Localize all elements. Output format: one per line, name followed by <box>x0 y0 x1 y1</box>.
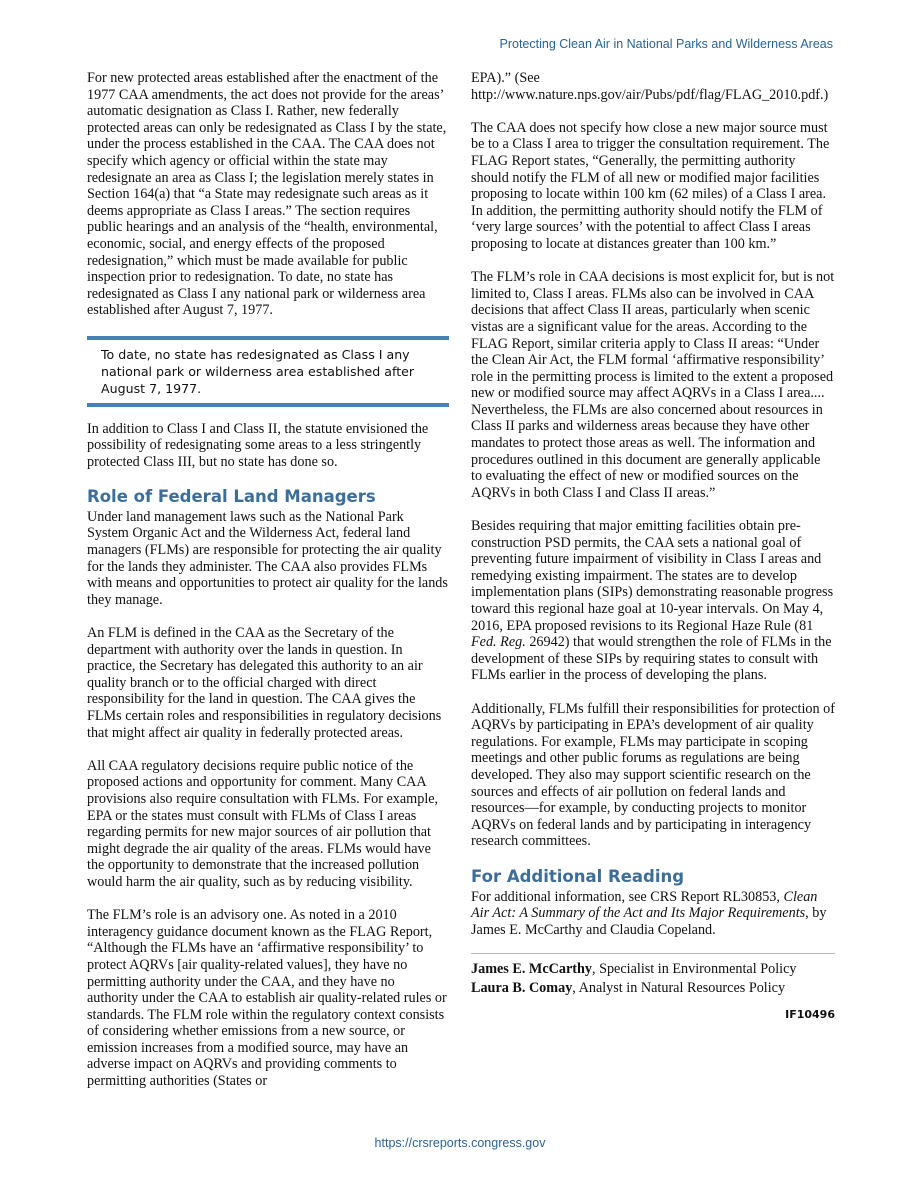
author-name: James E. McCarthy <box>471 961 592 978</box>
document-id: IF10496 <box>785 1008 835 1022</box>
author-name: Laura B. Comay <box>471 979 573 996</box>
author-line <box>471 960 835 979</box>
author-title: , Specialist in Environmental Policy <box>591 961 797 978</box>
paragraph: The CAA does not specify how close a new major source must be to a Class I area to trigger the consultation requirement. The FLAG Report states, “Generally, the permitting authority should notify the FLM of all new or modified major facilities proposing to locate within 100 km (62 miles) of a Class I area. In addition, the permitting authority should notify the FLM of ‘very large sources’ with the potential to affect Class I areas proposing to locate at distances greater than 100 km.” <box>471 119 830 252</box>
author-title: , Analyst in Natural Resources Policy <box>572 979 786 996</box>
paragraph: Additionally, FLMs fulfill their responsibilities for protection of AQRVs by participating in EPA’s development of air quality regulations. For example, FLMs may participate in scoping meetings and other public forums as regulations are being developed. They also may support scientific research on the sources and effects of air pollution on federal lands and resources—for example, by conducting projects to monitor AQRVs on federal lands and by participating in interagency research committees. <box>471 700 835 850</box>
paragraph: In addition to Class I and Class II, the statute envisioned the possibility of redesignating some areas to a less stringently protected Class III, but no state has done so. <box>87 420 429 470</box>
report-title: Clean Air Act: A Summary of the Act and Its Major Requirements <box>471 888 818 922</box>
paragraph: For new protected areas established after the enactment of the 1977 CAA amendments, the act does not provide for the areas’ automatic designation as Class I. Rather, new federally protected areas can only be redesignated as Class I by the state, under the process established in the CAA. The CAA does not specify which agency or official within the state may redesignate an area as Class I; the legislation merely states in Section 164(a) that “a State may redesignate such areas as it deems appropriate as Class I areas.” The section requires public hearings and an analysis of the “health, environmental, economic, social, and energy effects of the proposed redesignation,” which must be made available for public inspection prior to redesignation. To date, no state has redesignated as Class I any national park or wilderness area established after August 7, 1977. <box>87 70 447 319</box>
paragraph-text: Besides requiring that major emitting facilities obtain pre-construction PSD permits, the CAA sets a national goal of preventing future impairment of visibility in Class I areas and remedying existing impairment. The states are to develop implementation plans (SIPs) demonstrating reasonable progress toward this regional haze goal at 10-year intervals. On May 4, 2016, EPA proposed revisions to its Regional Haze Rule (81 <box>471 518 834 634</box>
paragraph: All CAA regulatory decisions require public notice of the proposed actions and opportunity for comment. Many CAA provisions also require consultation with FLMs. For example, EPA or the states must consult with FLMs of Class I areas regarding permits for new major sources of air pollution that might degrade the air quality of the areas. FLMs would have the opportunity to demonstrate that the increased pollution would harm the air quality, such as by reducing visibility. <box>87 757 439 890</box>
section-heading: For Additional Reading <box>471 866 685 886</box>
paragraph-text: , by James E. McCarthy and Claudia Copeland. <box>471 905 827 938</box>
paragraph: An FLM is defined in the CAA as the Secretary of the department with authority over the lands in question. In practice, the Secretary has delegated this authority to an air quality branch or to the official charged with direct responsibility for the land in question. The CAA gives the FLMs certain roles and responsibilities in regulatory decisions that might affect air quality in federally protected areas. <box>87 625 442 741</box>
section-heading: Role of Federal Land Managers <box>87 486 376 506</box>
paragraph: The FLM’s role is an advisory one. As noted in a 2010 interagency guidance document known as the FLAG Report, “Although the FLMs have an ‘affirmative responsibility’ to protect AQRVs [air quality-related values], they have no permitting authority under the CAA, and they have no authority under the CAA to establish air quality-related rules or standards. The FLM role within the regulatory context consists of considering whether emissions from a new source, or emission increases from a modified source, may have an adverse impact on AQRVs and providing comments to permitting authorities (States or <box>87 907 447 1090</box>
pull-quote: To date, no state has redesignated as Class I any national park or wilderness area established after August 7, 1977. <box>87 336 449 407</box>
running-header: Protecting Clean Air in National Parks and Wilderness Areas <box>499 37 833 51</box>
paragraph-text: For additional information, see CRS Report RL30853, <box>471 888 780 905</box>
author-line <box>471 979 835 998</box>
right-column <box>471 70 835 1024</box>
paragraph: Under land management laws such as the National Park System Organic Act and the Wilderness Act, federal land managers (FLMs) are responsible for protecting the air quality for the lands they administer. The CAA also provides FLMs with means and opportunities to protect air quality for the lands they manage. <box>87 508 448 608</box>
paragraph <box>471 518 835 684</box>
footer-url[interactable]: https://crsreports.congress.gov <box>374 1136 546 1150</box>
left-column <box>87 70 449 1090</box>
paragraph-text: 26942) that would strengthen the role of FLMs in the development of these SIPs by requiring states to consult with FLMs earlier in the process of developing the plans. <box>471 634 832 684</box>
author-block <box>471 953 835 997</box>
paragraph: EPA).” (See http://www.nature.nps.gov/air/Pubs/pdf/flag/FLAG_2010.pdf.) <box>471 70 829 103</box>
citation-italic: Fed. Reg. <box>471 634 526 651</box>
paragraph: The FLM’s role in CAA decisions is most explicit for, but is not limited to, Class I areas. FLMs also can be involved in CAA decisions that affect Class II areas, particularly when scenic vistas are a significant value for the areas. According to the FLAG Report, similar criteria apply to Class II areas: “Under the Clean Air Act, the FLM formal ‘affirmative responsibility’ role in the permitting process is limited to the extent a proposed new or modified source may affect AQRVs in a Class I area.... Nevertheless, the FLMs are also concerned about resources in Class II parks and wilderness areas because they have other mandates to protect those areas as well. The information and procedures outlined in this document are generally applicable to evaluating the effect of new or modified sources on the AQRVs in both Class I and Class II areas.” <box>471 269 835 501</box>
paragraph <box>471 889 835 939</box>
